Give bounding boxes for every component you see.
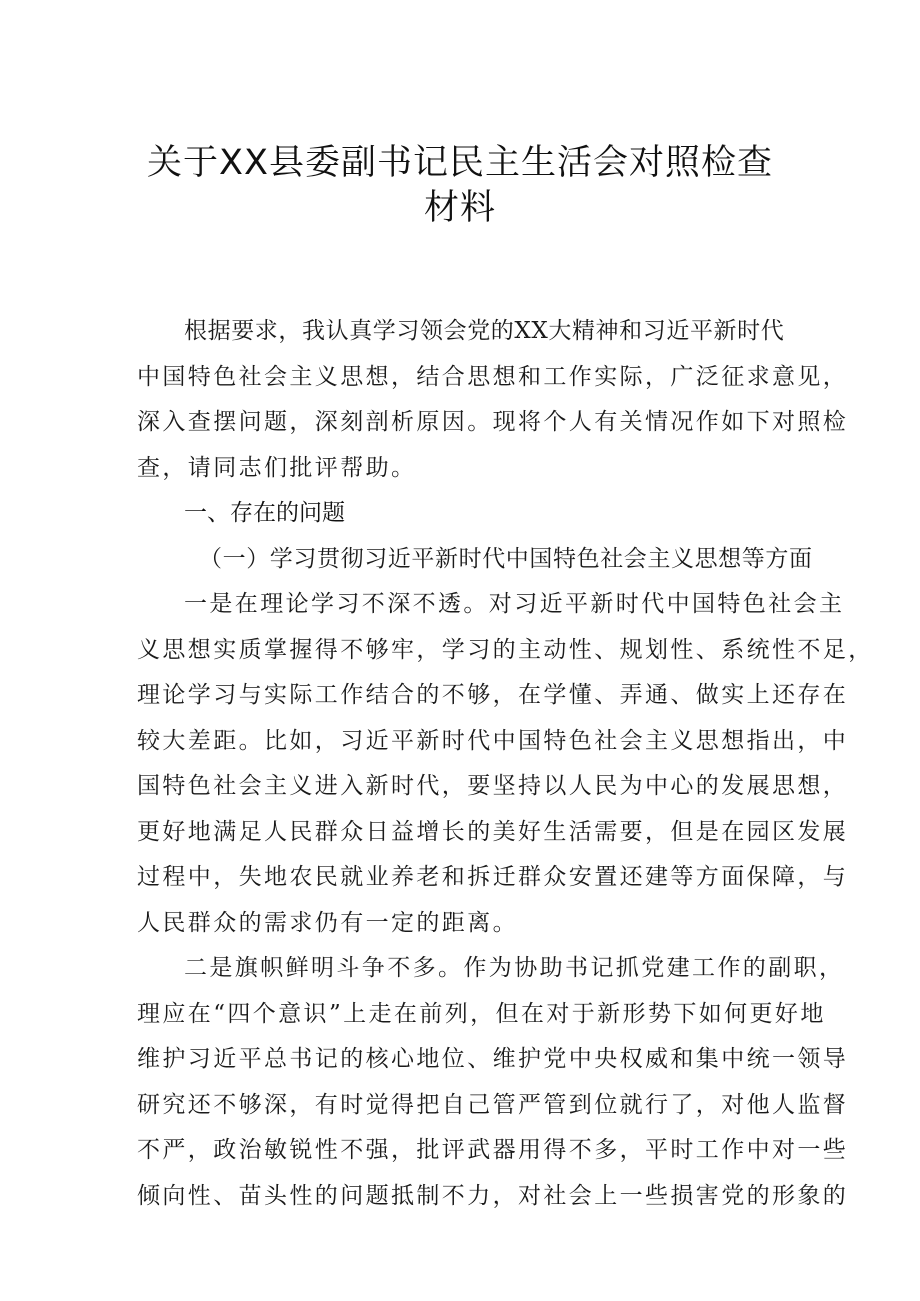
point-2-line: 理应在“四个意识”上走在前列，但在对于新形势下如何更好地 xyxy=(137,1000,826,1027)
point-1-line: 国特色社会主义进入新时代，要坚持以人民为中心的发展思想， xyxy=(137,773,849,799)
point-2-line: 倾向性、苗头性的问题抵制不力，对社会上一些损害党的形象的 xyxy=(137,1182,849,1209)
point-1-line: 义思想实质掌握得不够牢，学习的主动性、规划性、系统性不足， xyxy=(137,636,874,663)
document-title-line-1: 关于XX县委副书记民主生活会对照检查 xyxy=(147,143,773,183)
intro-line: 查，请同志们批评帮助。 xyxy=(137,454,417,481)
section-heading-problems: 一、存在的问题 xyxy=(184,500,345,526)
point-1-line: 人民群众的需求仍有一定的距离。 xyxy=(137,909,518,936)
document-body xyxy=(137,309,874,1219)
document-title-line-2: 材料 xyxy=(423,188,496,228)
point-1-line: 理论学习与实际工作结合的不够，在学懂、弄通、做实上还存在 xyxy=(137,682,849,708)
intro-line: 中国特色社会主义思想，结合思想和工作实际，广泛征求意见， xyxy=(137,363,849,390)
subsection-heading-study: （一）学习贯彻习近平新时代中国特色社会主义思想等方面 xyxy=(199,545,813,572)
point-2-line: 不严，政治敏锐性不强，批评武器用得不多，平时工作中对一些 xyxy=(137,1137,849,1163)
point-1-line: 过程中，失地农民就业养老和拆迁群众安置还建等方面保障，与 xyxy=(137,864,849,890)
point-2-line: 维护习近平总书记的核心地位、维护党中央权威和集中统一领导 xyxy=(137,1046,849,1072)
point-2-line: 二是旗帜鲜明斗争不多。作为协助书记抓党建工作的副职， xyxy=(184,955,845,981)
intro-line: 深入查摆问题，深刻剖析原因。现将个人有关情况作如下对照检 xyxy=(137,409,849,435)
point-1-line: 较大差距。比如，习近平新时代中国特色社会主义思想指出，中 xyxy=(137,727,849,754)
point-1-line: 一是在理论学习不深不透。对习近平新时代中国特色社会主 xyxy=(184,591,845,617)
point-2-line: 研究还不够深，有时觉得把自己管严管到位就行了，对他人监督 xyxy=(137,1091,849,1118)
point-1-line: 更好地满足人民群众日益增长的美好生活需要，但是在园区发展 xyxy=(137,818,849,845)
intro-line: 根据要求，我认真学习领会党的XX大精神和习近平新时代 xyxy=(184,318,785,344)
